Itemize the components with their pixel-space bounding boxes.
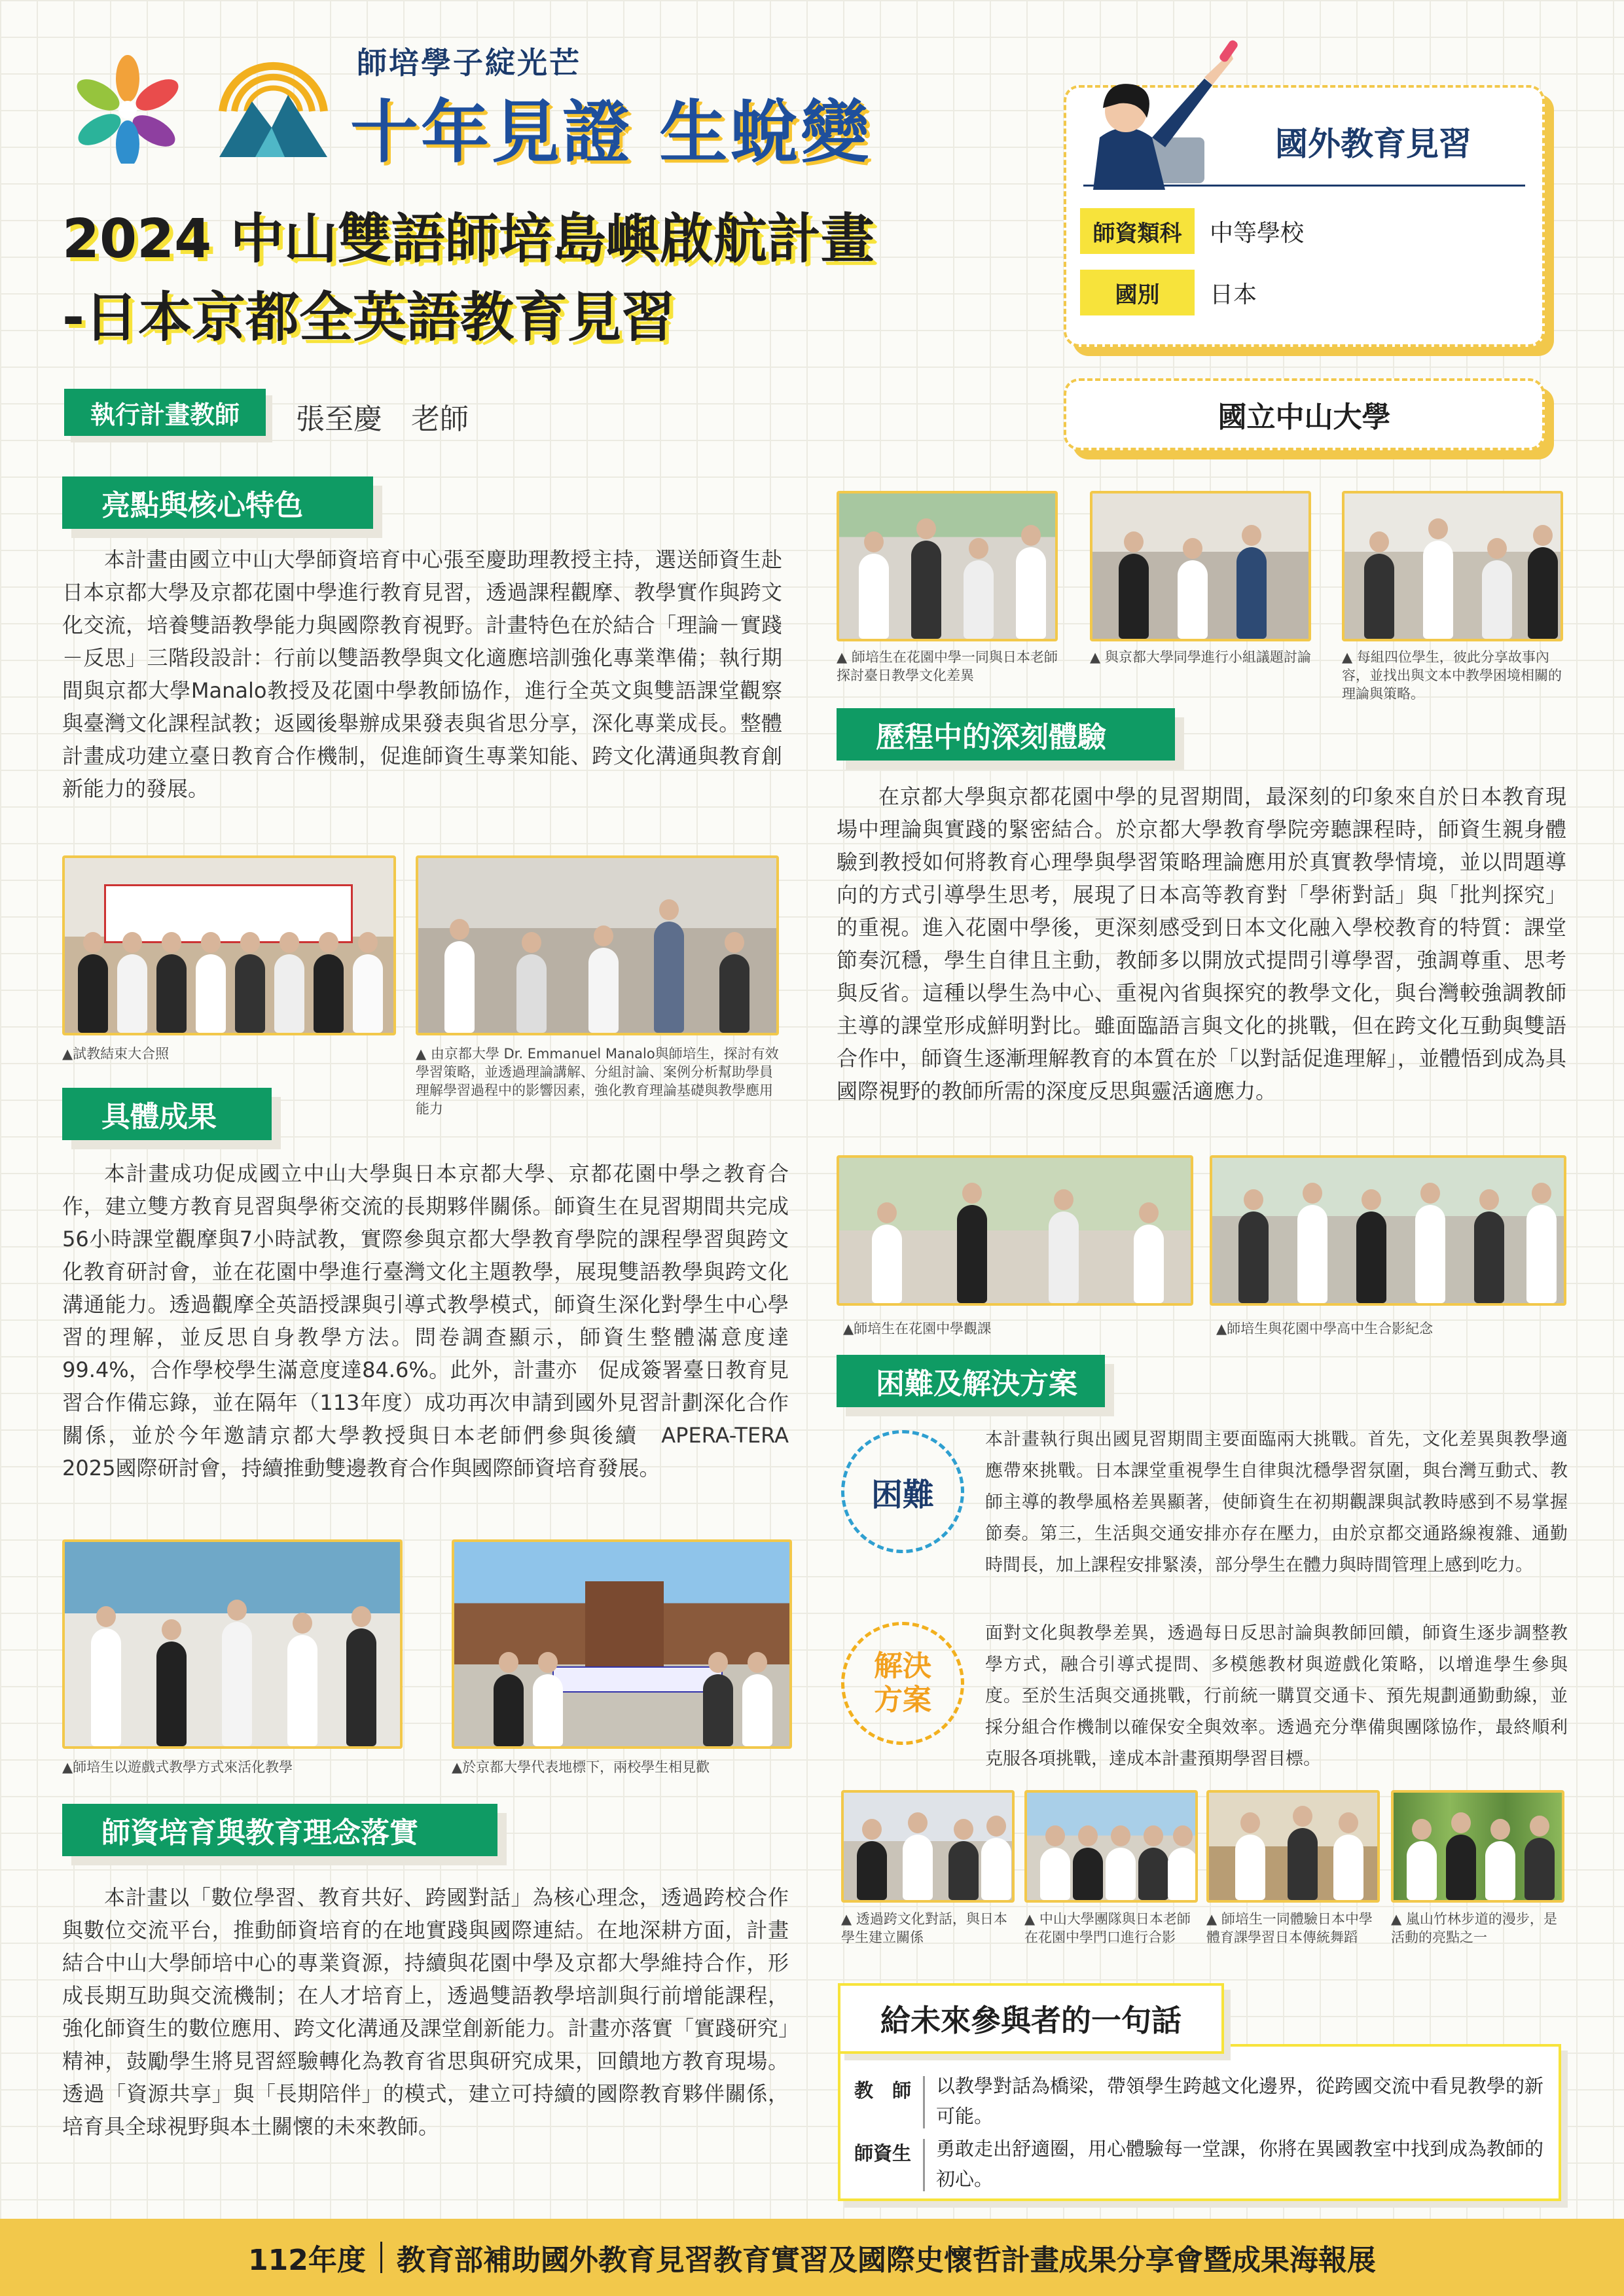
caption-p5: ▲ 師培生在花園中學一同與日本老師探討臺日教學文化差異 bbox=[837, 649, 1058, 683]
solution-badge bbox=[841, 1622, 964, 1745]
series-big-title: 十年見證 生蛻變 bbox=[350, 92, 872, 172]
card-divider bbox=[1083, 185, 1525, 187]
solution-label-2: 方案 bbox=[874, 1683, 931, 1717]
photo-group-after-teaching bbox=[62, 855, 396, 1035]
section-title-highlights: 亮點與核心特色 bbox=[62, 476, 373, 529]
caption-p11: ▲ 中山大學團隊與日本老師在花園中學門口進行合影 bbox=[1024, 1911, 1191, 1945]
section-title-philosophy: 師資培育與教育理念落實 bbox=[62, 1804, 497, 1856]
section-text-results: 本計畫成功促成國立中山大學與日本京都大學、京都花園中學之教育合作，建立雙方教育見習與學術交流的長期夥伴關係。師資生在見習期間共完成56小時課堂觀摩與7小時試教，實際參與京都大學教育學院的課程學習與跨文化教育研討會，並在花園中學進行臺灣文化主題教學，展現雙語教學與跨文化溝通能力。透過觀摩全英語授課與引導式教學模式，師資生深化對學生中心學習的理解，並反思自身教學方法。問卷調查顯示，師資生整體滿意度達99.4%，合作學校學生滿意度達84.6%。此外，計畫亦 促成簽署臺日教育見習合作備忘錄，並在隔年（113年度）成功再次申請到國外見習計劃深化合作關係，並於今年邀請京都大學教授與日本老師們參與後續 APERA-TERA 2025國際研討會，持續推動雙邊教育合作與國際師資培育發展。 bbox=[62, 1161, 810, 1480]
mountain-sun-logo bbox=[216, 49, 331, 160]
caption-p7: ▲ 每組四位學生，彼此分享故事內容，並找出與文本中教學困境相關的理論與策略。 bbox=[1342, 649, 1562, 702]
caption-p10: ▲ 透過跨文化對話，與日本學生建立關係 bbox=[841, 1911, 1007, 1945]
quote-divider-1 bbox=[923, 2076, 925, 2128]
photo-cross-cultural-dialogue bbox=[841, 1790, 1015, 1903]
solution-text: 面對文化與教學差異，透過每日反思討論與教師回饋，師資生逐步調整教學方式，融合引導式提問、多模態教材與遊戲化策略，以增進學生參與度。至於生活與交通挑戰，行前統一購買交通卡、預先規劃通勤動線，並採分組合作機制以確保安全與效率。透過充分準備與團隊協作，最終順利克服各項挑戰，達成本計畫預期學習目標。 bbox=[985, 1623, 1568, 1769]
footer-bar bbox=[0, 2219, 1624, 2296]
photo-hanazono-observation bbox=[837, 1155, 1193, 1306]
section-title-future: 給未來參與者的一句話 bbox=[838, 1983, 1224, 2054]
caption-p3: ▲師培生以遊戲式教學方式來活化教學 bbox=[62, 1759, 293, 1775]
quote-teacher-text: 以教學對話為橋梁，帶領學生跨越文化邊界，從跨國交流中看見教學的新可能。 bbox=[936, 2075, 1544, 2127]
caption-p12: ▲ 師培生一同體驗日本中學體育課學習日本傳統舞蹈 bbox=[1206, 1911, 1373, 1945]
photo-arashiyama-bamboo bbox=[1391, 1790, 1564, 1903]
section-title-experience: 歷程中的深刻體驗 bbox=[837, 708, 1175, 761]
footer-separator bbox=[380, 2242, 382, 2273]
value-category: 中等學校 bbox=[1210, 220, 1305, 247]
photo-hanazono-students bbox=[1210, 1155, 1566, 1306]
quote-divider-2 bbox=[923, 2139, 925, 2191]
difficulty-badge: 困難 bbox=[841, 1430, 964, 1553]
footer-text: 教育部補助國外教育見習教育實習及國際史懷哲計畫成果分享會暨成果海報展 bbox=[396, 2244, 1376, 2277]
category-title: 國外教育見習 bbox=[1275, 125, 1471, 163]
section-text-philosophy: 本計畫以「數位學習、教育共好、跨國對話」為核心理念，透過跨校合作與數位交流平台，推動師資培育的在地實踐與國際連結。在地深耕方面，計畫結合中山大學師培中心的專業資源，持續與花園中學及京都大學維持合作，形成長期互助與交流機制；在人才培育上，透過雙語教學培訓與行前增能課程，強化師資生的數位應用、跨文化溝通及課堂創新能力。計畫亦落實「實踐研究」精神，鼓勵學生將見習經驗轉化為教育省思與研究成果，回饋地方教育現場。透過「資源共享」與「長期陪伴」的模式，建立可持續的國際教育夥伴關係，培育具全球視野與本土關懷的未來教師。 bbox=[62, 1885, 789, 2139]
photo-kyoto-landmark bbox=[452, 1539, 792, 1749]
photo-kyoto-group-discussion bbox=[1090, 491, 1311, 641]
university-box: 國立中山大學 bbox=[1064, 378, 1545, 450]
section-text-experience: 在京都大學與京都花園中學的見習期間，最深刻的印象來自於日本教育現場中理論與實踐的緊密結合。於京都大學教育學院旁聽課程時，師資生親身體驗到教授如何將教育心理學與學習策略理論應用於真實教學情境，並以問題導向的方式引導學生思考，展現了日本高等教育對「學術對話」與「批判探究」的重視。進入花園中學後，更深刻感受到日本文化融入學校教育的特質：課堂節奏沉穩，學生自律且主動，教師多以開放式提問引導學習，強調尊重、思考與反省。這種以學生為中心、重視內省與探究的教學文化，與台灣較強調教師主導的課堂形成鮮明對比。雖面臨語言與文化的挑戰，但在跨文化互動與雙語合作中，師資生逐漸理解教育的本質在於「以對話促進理解」，並體悟到成為具國際視野的教師所需的深度反思與靈活適應力。 bbox=[837, 784, 1566, 1103]
label-country: 國別 bbox=[1080, 270, 1195, 315]
flower-logo bbox=[65, 52, 190, 164]
photo-hanazono-teachers bbox=[837, 491, 1058, 641]
difficulty-text: 本計畫執行與出國見習期間主要面臨兩大挑戰。首先，文化差異與教學適應帶來挑戰。日本課堂重視學生自律與沈穩學習氛圍，與台灣互動式、教師主導的教學風格差異顯著，使師資生在初期觀課與試教時感到不易掌握節奏。第三，生活與交通安排亦存在壓力，由於京都交通路線複雜、通勤時間長，加上課程安排緊湊，部分學生在體力與時間管理上感到吃力。 bbox=[985, 1429, 1568, 1575]
page-title-line1: 2024 中山雙語師培島嶼啟航計畫 bbox=[62, 208, 875, 270]
caption-p8: ▲師培生在花園中學觀課 bbox=[843, 1321, 992, 1336]
solution-label-1: 解決 bbox=[874, 1649, 931, 1683]
caption-p2: ▲ 由京都大學 Dr. Emmanuel Manalo與師培生，探討有效學習策略，並透過理論講解、分組討論、案例分析幫助學員理解學習過程中的影響因素，強化教育理論基礎與教學應用能力 bbox=[416, 1046, 779, 1117]
photo-story-sharing bbox=[1342, 491, 1563, 641]
photo-game-teaching bbox=[62, 1539, 403, 1749]
teacher-illustration bbox=[1074, 39, 1270, 190]
photo-traditional-dance bbox=[1206, 1790, 1380, 1903]
teacher-label: 執行計畫教師 bbox=[64, 389, 266, 436]
value-country: 日本 bbox=[1210, 281, 1257, 308]
footer-year: 112年度 bbox=[248, 2244, 366, 2277]
photo-manalo-discussion bbox=[416, 855, 779, 1035]
label-category: 師資類科 bbox=[1080, 208, 1195, 254]
caption-p1: ▲試教結束大合照 bbox=[62, 1046, 170, 1062]
teacher-name: 張至慶 老師 bbox=[296, 403, 469, 436]
quote-student-role: 師資生 bbox=[854, 2142, 912, 2164]
series-small-title: 師培學子綻光芒 bbox=[357, 45, 581, 81]
section-text-highlights: 本計畫由國立中山大學師資培育中心張至慶助理教授主持，選送師資生赴日本京都大學及京都花園中學進行教育見習，透過課程觀摩、教學實作與跨文化交流，培養雙語教學能力與國際教育視野。計畫特色在於結合「理論－實踐－反思」三階段設計：行前以雙語教學與文化適應培訓強化專業準備；執行期間與京都大學Manalo教授及花園中學教師協作，進行全英文與雙語課堂觀察與臺灣文化課程試教；返國後舉辦成果發表與省思分享，深化專業成長。整體計畫成功建立臺日教育合作機制，促進師資生專業知能、跨文化溝通與教育創新能力的發展。 bbox=[62, 547, 782, 801]
caption-p4: ▲於京都大學代表地標下，兩校學生相見歡 bbox=[452, 1759, 710, 1775]
section-title-results: 具體成果 bbox=[62, 1088, 272, 1140]
quote-teacher-role: 教 師 bbox=[854, 2079, 912, 2102]
section-title-difficulties: 困難及解決方案 bbox=[837, 1355, 1105, 1407]
caption-p6: ▲ 與京都大學同學進行小組議題討論 bbox=[1090, 649, 1311, 665]
photo-team-at-gate bbox=[1024, 1790, 1198, 1903]
caption-p13: ▲ 嵐山竹林步道的漫步，是活動的亮點之一 bbox=[1391, 1911, 1557, 1945]
quote-student-text: 勇敢走出舒適圈，用心體驗每一堂課，你將在異國教室中找到成為教師的初心。 bbox=[936, 2138, 1544, 2190]
page-title-line2: -日本京都全英語教育見習 bbox=[62, 287, 676, 349]
caption-p9: ▲師培生與花園中學高中生合影紀念 bbox=[1216, 1321, 1434, 1336]
